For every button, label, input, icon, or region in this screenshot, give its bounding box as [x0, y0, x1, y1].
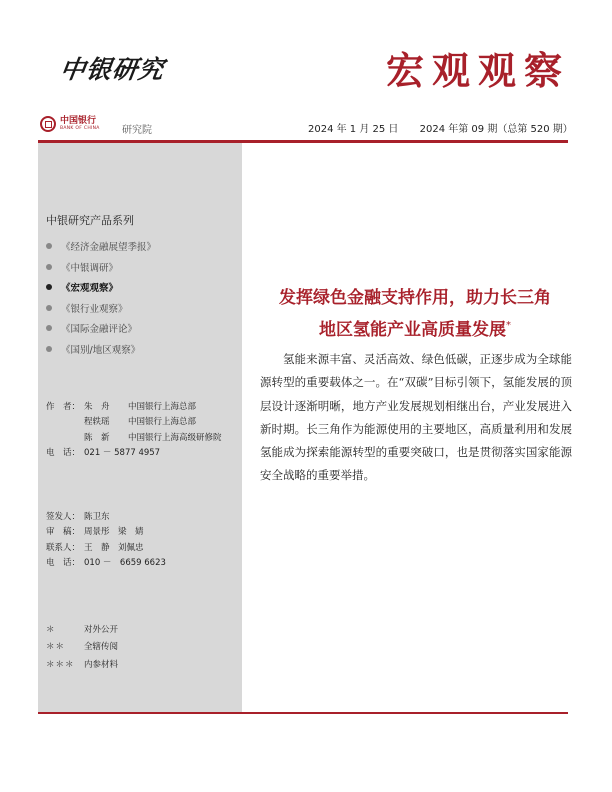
signer-row	[46, 508, 166, 524]
star-icon: ＊＊＊	[46, 659, 75, 670]
bullet-icon	[46, 284, 52, 290]
bullet-icon	[46, 264, 52, 270]
star-icon: ＊	[46, 624, 56, 635]
series-title: 中银研究产品系列	[46, 214, 134, 227]
distribution-block	[46, 620, 118, 673]
author-row	[46, 429, 222, 445]
signer-label: 签发人：	[46, 511, 81, 522]
article-title-line1: 发挥绿色金融支持作用，助力长三角	[279, 288, 551, 308]
distribution-label: 对外公开	[84, 624, 119, 635]
bullet-icon	[46, 243, 52, 249]
staff-block	[46, 508, 166, 570]
distribution-row	[46, 655, 118, 673]
distribution-label: 全辖传阅	[84, 642, 119, 653]
footnote-mark: *	[506, 320, 511, 331]
contact-row	[46, 539, 166, 555]
contact-phone-row	[46, 555, 166, 571]
date-issue-line	[308, 120, 591, 135]
distribution-row	[46, 638, 118, 656]
signer-name: 陈卫东	[84, 511, 110, 522]
phone-number: 021 － 5877 4957	[84, 448, 161, 459]
contact-phone: 010 － 6659 6623	[84, 558, 166, 569]
article-title	[250, 282, 580, 346]
bullet-icon	[46, 325, 52, 331]
research-calligraphy-logo: 中银研究	[58, 55, 167, 84]
article-title-line2: 地区氢能产业高质量发展	[319, 320, 506, 340]
authors-label: 作 者：	[46, 401, 81, 412]
article-body: 氢能来源丰富、灵活高效、绿色低碳，正逐步成为全球能源转型的重要载体之一。在“双碳”目标引领下，氢能发展的顶层设计逐渐明晰，地方产业发展规划相继出台，产业发展进入新时期。长三角作为能源使用的主要地区，高质量利用和发展氢能成为探索能源转型的重要突破口，也是贯彻落实国家能源安全战略的重要举措。	[260, 352, 572, 483]
article-title-line2-wrap	[250, 314, 580, 346]
bullet-icon	[46, 346, 52, 352]
bank-of-china-logo-icon	[40, 116, 56, 132]
contact-names: 王 静 刘佩忠	[84, 542, 144, 553]
contact-phone-label: 电 话：	[46, 558, 81, 569]
series-item[interactable]: 《经济金融展望季报》	[46, 236, 156, 257]
series-list	[46, 236, 156, 359]
authors-block	[46, 398, 222, 460]
reviewer-row	[46, 524, 166, 540]
institute-label: 研究院	[122, 125, 152, 136]
issue-number: 2024 年第 09 期（总第 520 期）	[419, 124, 573, 135]
bank-name-cn: 中国银行	[60, 116, 97, 126]
distribution-row	[46, 620, 118, 638]
series-item[interactable]: 《国别/地区观察》	[46, 339, 156, 360]
author-org: 中国银行上海总部	[128, 417, 197, 428]
page-title: 宏观观察	[385, 49, 570, 93]
publish-date: 2024 年 1 月 25 日	[308, 124, 399, 135]
series-item[interactable]: 《中银调研》	[46, 257, 156, 278]
reviewer-names: 周景彤 梁 婧	[84, 527, 144, 538]
series-item-active[interactable]: 《宏观观察》	[46, 277, 156, 298]
author-name: 朱 舟	[84, 401, 110, 412]
reviewer-label: 审 稿：	[46, 527, 81, 538]
author-name: 程轶瑶	[84, 417, 110, 428]
bullet-icon	[46, 305, 52, 311]
phone-row	[46, 445, 222, 461]
author-org: 中国银行上海总部	[128, 401, 197, 412]
author-row	[46, 414, 222, 430]
series-item[interactable]: 《银行业观察》	[46, 298, 156, 319]
author-row	[46, 398, 222, 414]
author-org: 中国银行上海高级研修院	[128, 432, 222, 443]
phone-label: 电 话：	[46, 448, 81, 459]
contact-label: 联系人：	[46, 542, 81, 553]
bank-name-en: BANK OF CHINA	[60, 126, 100, 131]
star-icon: ＊＊	[46, 642, 66, 653]
series-item[interactable]: 《国际金融评论》	[46, 318, 156, 339]
author-name: 陈 新	[84, 432, 110, 443]
distribution-label: 内参材料	[84, 659, 119, 670]
footer-divider	[38, 712, 568, 714]
